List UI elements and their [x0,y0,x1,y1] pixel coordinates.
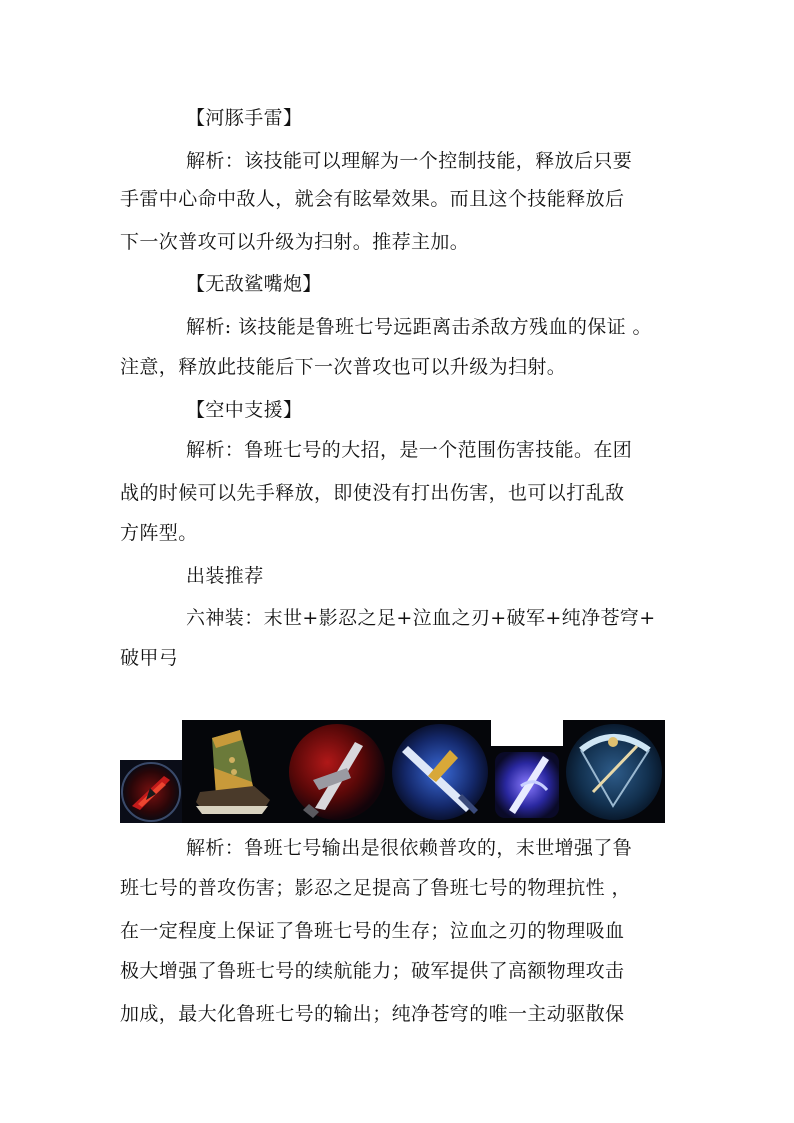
paragraph-line: 加成，最大化鲁班七号的输出；纯净苍穹的唯一主动驱散保 [120,1003,625,1025]
paragraph-line: 下一次普攻可以升级为扫射。推荐主加。 [120,231,470,253]
bloodweeper-blade-icon [285,720,388,823]
section-heading: 【无敌鲨嘴炮】 [186,273,322,295]
build-line: 破甲弓 [120,647,179,669]
doomsday-breaker-icon [388,720,491,823]
paragraph-line: 解析: 该技能是鲁班七号远距离击杀敌方残血的保证 。 [186,316,652,338]
build-line: 六神装：末世+影忍之足+泣血之刃+破军+纯净苍穹+ [186,607,656,629]
shadow-ninja-boots-icon [182,720,285,823]
paragraph-line: 极大增强了鲁班七号的续航能力；破军提供了高额物理攻击 [120,960,625,982]
pure-sky-icon [491,746,563,823]
paragraph-line: 班七号的普攻伤害；影忍之足提高了鲁班七号的物理抗性 ， [120,877,631,899]
paragraph-line: 解析：该技能可以理解为一个控制技能，释放后只要 [186,150,633,172]
paragraph-line: 解析：鲁班七号输出是很依赖普攻的，末世增强了鲁 [186,837,633,859]
paragraph-line: 手雷中心命中敌人，就会有眩晕效果。而且这个技能释放后 [120,188,625,210]
armor-breaker-bow-icon [563,720,665,823]
end-of-world-icon [120,760,182,823]
paragraph-line: 注意，释放此技能后下一次普攻也可以升级为扫射。 [120,356,567,378]
section-heading: 【河豚手雷】 [186,107,303,129]
build-title: 出装推荐 [186,565,264,587]
paragraph-line: 战的时候可以先手释放，即使没有打出伤害，也可以打乱敌 [120,482,625,504]
item-icons-strip [120,720,665,823]
paragraph-line: 解析：鲁班七号的大招，是一个范围伤害技能。在团 [186,439,633,461]
section-heading: 【空中支援】 [186,399,303,421]
paragraph-line: 在一定程度上保证了鲁班七号的生存；泣血之刃的物理吸血 [120,920,625,942]
paragraph-line: 方阵型。 [120,522,198,544]
